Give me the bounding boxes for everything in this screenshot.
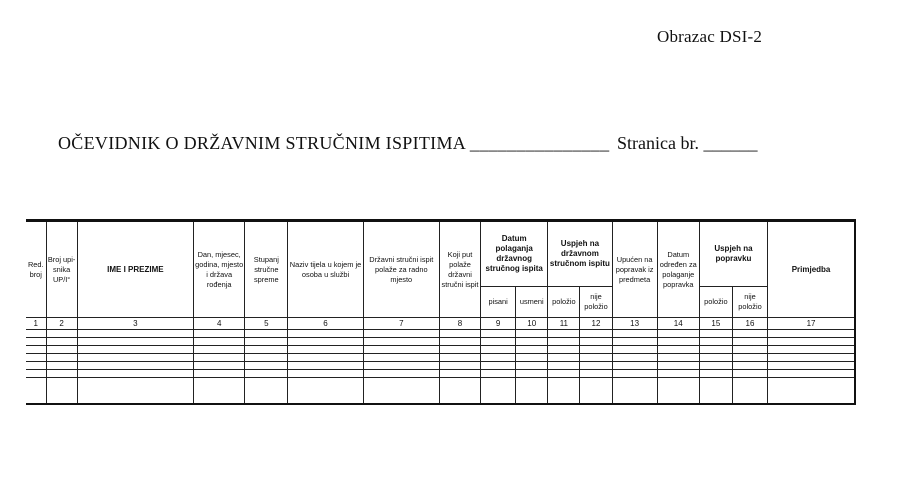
title-blank-line: _______________ <box>469 133 610 153</box>
subheader-nije-polozio: nije položio <box>580 287 612 318</box>
column-number: 14 <box>657 318 699 330</box>
header-stupanj-spreme: Stupanj stručne spreme <box>245 221 288 318</box>
column-number: 11 <box>548 318 580 330</box>
page-label-text: Stranica br. <box>617 133 699 153</box>
column-number: 9 <box>481 318 516 330</box>
header-datum-polaganja: Datum polaganja državnog stručnog ispita <box>481 221 548 287</box>
header-datum-popravka: Datum određen za polaganje popravka <box>657 221 699 318</box>
column-number: 6 <box>288 318 363 330</box>
column-number-row <box>26 318 855 330</box>
column-number: 3 <box>77 318 193 330</box>
subheader-popravak-polozio: položio <box>699 287 732 318</box>
table-row <box>26 378 855 404</box>
column-number: 10 <box>516 318 548 330</box>
table-row <box>26 354 855 362</box>
table-row <box>26 338 855 346</box>
column-number: 1 <box>26 318 46 330</box>
header-primjedba: Primjedba <box>768 221 855 318</box>
header-broj-upisnika: Broj upi-snika UP/I° <box>46 221 77 318</box>
title-text: OČEVIDNIK O DRŽAVNIM STRUČNIM ISPITIMA <box>58 133 466 153</box>
header-red-broj: Red. broj <box>26 221 46 318</box>
column-number: 15 <box>699 318 732 330</box>
column-number: 5 <box>245 318 288 330</box>
column-number: 8 <box>439 318 480 330</box>
header-radno-mjesto: Državni stručni ispit polaže za radno mjesto <box>363 221 439 318</box>
form-code: Obrazac DSI-2 <box>657 27 763 46</box>
register-table <box>26 219 856 405</box>
subheader-usmeni: usmeni <box>516 287 548 318</box>
subheader-popravak-nije-polozio: nije položio <box>732 287 767 318</box>
header-upucen-popravak: Upućen na popravak iz predmeta <box>612 221 657 318</box>
column-number: 2 <box>46 318 77 330</box>
column-number: 13 <box>612 318 657 330</box>
column-number: 4 <box>194 318 245 330</box>
header-koji-put: Koji put polaže državni stručni ispit <box>439 221 480 318</box>
header-uspjeh-popravak: Uspjeh na popravku <box>699 221 767 287</box>
table-row <box>26 346 855 354</box>
header-naziv-tijela: Naziv tijela u kojem je osoba u službi <box>288 221 363 318</box>
page-number-blank: ______ <box>703 133 758 153</box>
column-number: 7 <box>363 318 439 330</box>
column-number: 16 <box>732 318 767 330</box>
table-row <box>26 370 855 378</box>
subheader-polozio: položio <box>548 287 580 318</box>
table-row <box>26 362 855 370</box>
header-ime-i-prezime: IME I PREZIME <box>77 221 193 318</box>
header-uspjeh-ispit: Uspjeh na državnom stručnom ispitu <box>548 221 612 287</box>
table-row <box>26 330 855 338</box>
column-number: 12 <box>580 318 612 330</box>
document-title <box>58 133 609 154</box>
header-row <box>26 221 855 287</box>
subheader-pisani: pisani <box>481 287 516 318</box>
column-number: 17 <box>768 318 855 330</box>
page-number-label <box>617 133 757 154</box>
header-datum-mjesto-rodenja: Dan, mjesec, godina, mjesto i država rođenja <box>194 221 245 318</box>
